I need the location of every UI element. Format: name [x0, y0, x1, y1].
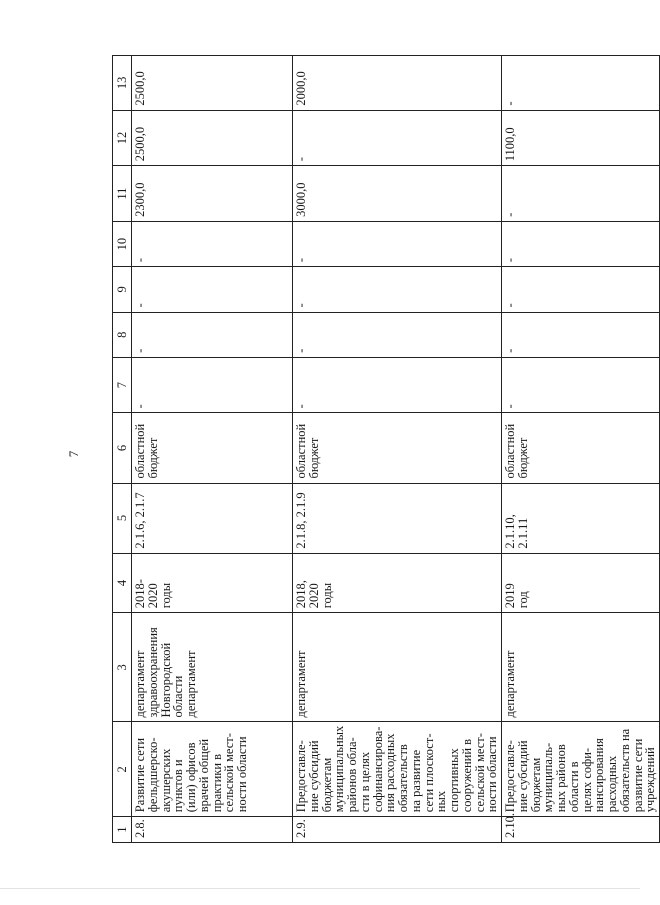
executor-cell: департамент — [502, 613, 660, 722]
col-number: 4 — [113, 553, 132, 613]
col-number: 2 — [113, 722, 132, 817]
col-number: 1 — [113, 817, 132, 843]
col-number: 9 — [113, 267, 132, 312]
row-number: 2.9. — [293, 817, 502, 843]
col-number: 8 — [113, 312, 132, 357]
value-cell: - — [132, 221, 293, 266]
value-cell: - — [132, 267, 293, 312]
col-number: 12 — [113, 110, 132, 166]
value-cell: 2500,0 — [132, 110, 293, 166]
col-number: 11 — [113, 166, 132, 222]
targets-cell: 2.1.6, 2.1.7 — [132, 483, 293, 553]
page-bottom-divider — [0, 888, 640, 889]
col-number: 6 — [113, 413, 132, 483]
funding-source-cell: областной бюджет — [132, 413, 293, 483]
value-cell: 3000,0 — [293, 166, 502, 222]
period-cell: 2018- 2020 годы — [132, 553, 293, 613]
rotated-table-container — [112, 55, 658, 843]
value-cell: - — [293, 357, 502, 413]
executor-cell: департамент — [293, 613, 502, 722]
funding-source-cell: областной бюджет — [502, 413, 660, 483]
col-number: 13 — [113, 56, 132, 111]
column-number-row — [113, 56, 132, 843]
value-cell: 2000,0 — [293, 56, 502, 111]
value-cell: - — [502, 357, 660, 413]
targets-cell: 2.1.10, 2.1.11 — [502, 483, 660, 553]
value-cell: - — [502, 166, 660, 222]
measure-description: Предоставле- ние субсидий бюджетам муниципаль- ных районов области в целях софи- нансирования расходных обязательств на развитие сети учреждений — [502, 722, 660, 817]
value-cell: 2300,0 — [132, 166, 293, 222]
value-cell: 2500,0 — [132, 56, 293, 111]
col-number: 3 — [113, 613, 132, 722]
executor-cell: департамент здравоохранения Новгородской области департамент — [132, 613, 293, 722]
value-cell: 1100,0 — [502, 110, 660, 166]
col-number: 5 — [113, 483, 132, 553]
row-number: 2.8. — [132, 817, 293, 843]
value-cell: - — [132, 357, 293, 413]
program-measures-table — [112, 55, 660, 843]
value-cell: - — [502, 267, 660, 312]
value-cell: - — [293, 267, 502, 312]
measure-description: Предоставле- ние субсидий бюджетам муниципальных районов обла- сти в целях софинансирова- ния расходных обязательств на развитие сети плоскост- ных спортивных сооружений в сельской мест- ности области — [293, 722, 502, 817]
row-number: 2.10. — [502, 817, 660, 843]
targets-cell: 2.1.8, 2.1.9 — [293, 483, 502, 553]
value-cell: - — [502, 312, 660, 357]
col-number: 7 — [113, 357, 132, 413]
table-row — [132, 56, 293, 843]
page-number: 7 — [66, 450, 81, 458]
table-row — [502, 56, 660, 843]
period-cell: 2019 год — [502, 553, 660, 613]
value-cell: - — [293, 221, 502, 266]
value-cell: - — [502, 221, 660, 266]
funding-source-cell: областной бюджет — [293, 413, 502, 483]
table-row — [293, 56, 502, 843]
measure-description: Развитие сети фельдшерско- акушерских пунктов и (или) офисов врачей общей практики в сельской мест- ности области — [132, 722, 293, 817]
period-cell: 2018, 2020 годы — [293, 553, 502, 613]
value-cell: - — [132, 312, 293, 357]
value-cell: - — [293, 312, 502, 357]
value-cell: - — [293, 110, 502, 166]
col-number: 10 — [113, 221, 132, 266]
value-cell: - — [502, 56, 660, 111]
